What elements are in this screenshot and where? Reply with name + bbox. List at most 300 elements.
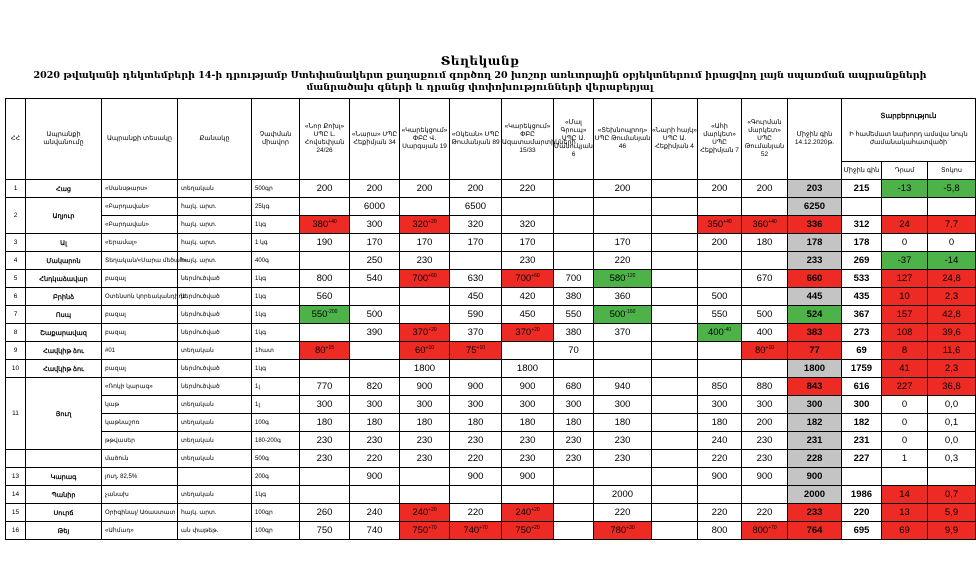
price-cell (350, 450, 400, 468)
product-type: կաթ (102, 396, 178, 414)
diff-dram: 1 (882, 450, 928, 468)
price-value: 360 (752, 219, 769, 231)
price-cell (300, 360, 350, 378)
prev-avg-price: 69 (842, 342, 882, 360)
diff-pct: 0,0 (928, 432, 976, 450)
price-value: 390 (366, 327, 383, 338)
diff-dram: 108 (882, 324, 928, 342)
row-number: 11 (6, 378, 26, 450)
product-unit: 1կգ (252, 324, 300, 342)
price-value: 180 (565, 417, 582, 428)
price-change: +70 (479, 524, 488, 531)
price-value: 550 (311, 309, 328, 321)
price-cell (698, 270, 742, 288)
price-value: 900 (467, 381, 484, 392)
price-cell (554, 324, 594, 342)
price-change: +20 (531, 524, 540, 531)
price-cell (502, 270, 554, 288)
col-header-store-10: «Գուրման մարկետ» ՍՊԸ Թումանյան 52 (742, 99, 788, 180)
diff-pct: -14 (928, 252, 976, 270)
price-cell (652, 378, 698, 396)
price-change: +20 (531, 326, 540, 333)
avg-price: 2000 (788, 486, 842, 504)
price-value: 940 (614, 381, 631, 392)
price-change: +70 (768, 524, 777, 531)
price-value: 350 (707, 219, 724, 231)
price-value: 900 (519, 381, 536, 392)
price-cell (594, 342, 652, 360)
price-value: 300 (316, 399, 333, 410)
price-value: 780 (610, 525, 627, 537)
price-value: 300 (519, 399, 536, 410)
price-change: +70 (428, 524, 437, 531)
price-cell (502, 360, 554, 378)
price-cell (400, 342, 450, 360)
price-cell (742, 324, 788, 342)
table-row (6, 342, 976, 360)
diff-dram: 14 (882, 486, 928, 504)
diff-pct: 7,7 (928, 216, 976, 234)
price-value: 240 (515, 507, 532, 519)
table-row (6, 180, 976, 198)
price-cell (742, 414, 788, 432)
price-cell (502, 252, 554, 270)
product-name (26, 450, 102, 468)
price-value: 170 (519, 237, 536, 248)
product-type: մածուն (102, 450, 178, 468)
product-origin: տեղական (178, 342, 252, 360)
price-cell (594, 360, 652, 378)
price-value: 820 (366, 381, 383, 392)
price-cell (450, 468, 502, 486)
price-value: 900 (366, 471, 383, 482)
price-cell (554, 288, 594, 306)
price-cell (698, 378, 742, 396)
price-cell (502, 198, 554, 216)
price-value: 590 (467, 309, 484, 320)
product-name: Ալ (26, 234, 102, 252)
price-cell (450, 252, 502, 270)
price-change: +15 (325, 344, 335, 351)
product-origin: տեղական (178, 180, 252, 198)
row-number: 6 (6, 288, 26, 306)
price-cell (502, 234, 554, 252)
product-unit: 1հատ (252, 342, 300, 360)
price-value: 300 (756, 399, 773, 410)
price-cell (652, 432, 698, 450)
price-cell (502, 342, 554, 360)
product-name: Ոսպ (26, 306, 102, 324)
price-change: +60 (428, 272, 437, 279)
price-cell (300, 432, 350, 450)
table-row (6, 504, 976, 522)
avg-price: 233 (788, 504, 842, 522)
price-value: 200 (614, 183, 631, 194)
product-origin: հայկ. արտ. (178, 216, 252, 234)
product-type: կաթնաշոռ (102, 414, 178, 432)
price-value: 75 (465, 345, 477, 357)
price-cell (742, 504, 788, 522)
diff-dram: 0 (882, 432, 928, 450)
product-origin: ներմուծված (178, 360, 252, 378)
price-value: 70 (568, 345, 579, 356)
price-cell (502, 450, 554, 468)
row-number: 9 (6, 342, 26, 360)
price-cell (400, 198, 450, 216)
price-value: 300 (711, 399, 728, 410)
product-type: Օտենսոն կորեականդիդէ (102, 288, 178, 306)
price-value: 230 (756, 435, 773, 446)
price-cell (652, 324, 698, 342)
price-cell (652, 288, 698, 306)
price-value: 180 (467, 417, 484, 428)
row-number: 5 (6, 270, 26, 288)
price-change: +10 (425, 344, 435, 351)
prev-avg-price (842, 468, 882, 486)
price-cell (742, 342, 788, 360)
price-value: 200 (316, 183, 333, 194)
price-cell (400, 432, 450, 450)
price-cell (742, 180, 788, 198)
price-value: 180 (756, 237, 773, 248)
price-cell (554, 504, 594, 522)
diff-dram (882, 198, 928, 216)
price-cell (450, 522, 502, 540)
price-cell (698, 486, 742, 504)
table-row (6, 396, 976, 414)
diff-pct: 0,3 (928, 450, 976, 468)
price-cell (300, 198, 350, 216)
product-origin: հայկ. արտ. (178, 234, 252, 252)
price-value: 550 (711, 309, 728, 320)
product-type: չանախ (102, 486, 178, 504)
price-cell (742, 270, 788, 288)
price-change: +10 (476, 344, 486, 351)
diff-dram: 8 (882, 342, 928, 360)
table-row (6, 306, 976, 324)
price-cell (300, 216, 350, 234)
price-value: 1800 (516, 363, 539, 374)
price-cell (652, 414, 698, 432)
price-value: 230 (416, 453, 433, 464)
price-value: 500 (366, 309, 383, 320)
price-cell (652, 180, 698, 198)
price-value: 200 (711, 183, 728, 194)
price-cell (450, 414, 502, 432)
price-cell (698, 396, 742, 414)
price-value: 60 (414, 345, 426, 357)
product-type: բազալ (102, 360, 178, 378)
price-cell (300, 450, 350, 468)
avg-price: 764 (788, 522, 842, 540)
product-unit: 400գ (252, 252, 300, 270)
price-cell (652, 270, 698, 288)
price-value: 170 (467, 237, 484, 248)
table-row (6, 450, 976, 468)
price-change: +20 (428, 218, 437, 225)
price-cell (350, 180, 400, 198)
price-cell (554, 180, 594, 198)
diff-pct: 9,9 (928, 522, 976, 540)
price-value: 230 (614, 435, 631, 446)
product-origin: տեղական (178, 414, 252, 432)
price-cell (300, 486, 350, 504)
product-unit: 500գ (252, 450, 300, 468)
price-cell (652, 486, 698, 504)
price-value: 750 (515, 525, 532, 537)
price-value: 220 (711, 453, 728, 464)
diff-dram: 13 (882, 504, 928, 522)
table-row (6, 522, 976, 540)
prev-avg-price: 616 (842, 378, 882, 396)
price-cell (698, 288, 742, 306)
price-cell (594, 288, 652, 306)
price-value: 6500 (464, 201, 487, 212)
price-value: 180 (366, 417, 383, 428)
avg-price: 77 (788, 342, 842, 360)
row-number: 7 (6, 306, 26, 324)
price-cell (350, 234, 400, 252)
price-cell (554, 360, 594, 378)
product-origin: տեղական (178, 396, 252, 414)
row-number: 10 (6, 360, 26, 378)
price-value: 230 (519, 435, 536, 446)
diff-pct: 24,8 (928, 270, 976, 288)
price-cell (698, 414, 742, 432)
price-value: 1800 (413, 363, 436, 374)
avg-price: 233 (788, 252, 842, 270)
price-cell (400, 288, 450, 306)
price-value: 750 (412, 525, 429, 537)
price-cell (742, 288, 788, 306)
row-number: 15 (6, 504, 26, 522)
prev-avg-price: 227 (842, 450, 882, 468)
price-change: -200 (327, 308, 338, 315)
price-value: 200 (366, 183, 383, 194)
diff-pct: 0,7 (928, 486, 976, 504)
price-cell (652, 360, 698, 378)
col-header-dram: Դրամ (882, 162, 928, 180)
col-header-avg: Միջին գին 14.12.2020թ. (788, 99, 842, 180)
price-cell (652, 306, 698, 324)
price-cell (350, 486, 400, 504)
price-cell (554, 450, 594, 468)
price-cell (450, 486, 502, 504)
price-cell (400, 180, 450, 198)
price-cell (742, 252, 788, 270)
product-type: «Երամալ» (102, 234, 178, 252)
price-value: 220 (711, 507, 728, 518)
table-body (6, 180, 976, 540)
prev-avg-price: 367 (842, 306, 882, 324)
avg-price: 660 (788, 270, 842, 288)
price-cell (350, 378, 400, 396)
price-cell (350, 216, 400, 234)
product-origin: տեղական (178, 486, 252, 504)
price-change: +40 (768, 218, 777, 225)
col-header-store-5: «Կարեկցում» ՓԲԸ Ազատամարտիկների 15/33 (502, 99, 554, 180)
price-value: 380 (565, 291, 582, 302)
price-value: 550 (565, 309, 582, 320)
price-value: 450 (467, 291, 484, 302)
product-type: թթվասեր (102, 432, 178, 450)
price-cell (742, 450, 788, 468)
price-value: 670 (756, 273, 773, 284)
avg-price: 203 (788, 180, 842, 198)
avg-price: 178 (788, 234, 842, 252)
price-cell (300, 234, 350, 252)
product-unit: 100գ (252, 414, 300, 432)
price-value: 370 (515, 327, 532, 339)
price-cell (652, 450, 698, 468)
product-unit: 500գր (252, 180, 300, 198)
price-cell (300, 270, 350, 288)
col-header-store-8: «Նարի հայկ» ՍՊԸ Ա. Հեքիմյան 4 (652, 99, 698, 180)
product-type: յուղ. 82,5% (102, 468, 178, 486)
row-number (6, 450, 26, 468)
diff-pct: 5,9 (928, 504, 976, 522)
prev-avg-price: 695 (842, 522, 882, 540)
product-unit: 1կգ (252, 216, 300, 234)
product-unit: 1կգ (252, 288, 300, 306)
price-value: 400 (707, 327, 724, 339)
price-cell (300, 378, 350, 396)
price-cell (502, 378, 554, 396)
diff-pct: 11,6 (928, 342, 976, 360)
price-value: 560 (316, 291, 333, 302)
diff-dram: 227 (882, 378, 928, 396)
price-value: 190 (316, 237, 333, 248)
col-header-type: Ապրանքի տեսակը (102, 99, 178, 180)
price-value: 770 (316, 381, 333, 392)
price-cell (502, 504, 554, 522)
diff-pct: -5,8 (928, 180, 976, 198)
price-cell (594, 270, 652, 288)
price-cell (652, 198, 698, 216)
price-cell (594, 252, 652, 270)
price-cell (400, 324, 450, 342)
product-unit: 1լ (252, 378, 300, 396)
price-cell (502, 180, 554, 198)
price-cell (502, 486, 554, 504)
price-value: 370 (412, 327, 429, 339)
price-cell (594, 486, 652, 504)
price-cell (350, 198, 400, 216)
diff-dram: -13 (882, 180, 928, 198)
price-cell (502, 468, 554, 486)
price-cell (300, 342, 350, 360)
product-name: Բրինձ (26, 288, 102, 306)
price-cell (400, 270, 450, 288)
avg-price: 6250 (788, 198, 842, 216)
price-cell (502, 306, 554, 324)
product-unit: 1լ (252, 396, 300, 414)
price-cell (350, 270, 400, 288)
price-value: 800 (752, 525, 769, 537)
price-value: 180 (416, 417, 433, 428)
price-cell (350, 396, 400, 414)
product-name: Սուրճ (26, 504, 102, 522)
price-cell (554, 378, 594, 396)
price-value: 230 (614, 453, 631, 464)
prev-avg-price (842, 198, 882, 216)
table-row (6, 252, 976, 270)
price-value: 170 (366, 237, 383, 248)
price-cell (300, 468, 350, 486)
price-value: 230 (316, 453, 333, 464)
price-value: 200 (711, 237, 728, 248)
prev-avg-price: 231 (842, 432, 882, 450)
price-change: +40 (328, 218, 337, 225)
price-cell (652, 234, 698, 252)
row-number: 14 (6, 486, 26, 504)
product-name: Հնդկաձավար (26, 270, 102, 288)
diff-dram: -37 (882, 252, 928, 270)
price-cell (554, 216, 594, 234)
price-change: +60 (531, 272, 540, 279)
price-cell (742, 306, 788, 324)
price-cell (554, 486, 594, 504)
price-cell (594, 522, 652, 540)
price-cell (698, 198, 742, 216)
price-value: 800 (316, 273, 333, 284)
price-cell (698, 468, 742, 486)
price-value: 230 (565, 453, 582, 464)
price-cell (502, 216, 554, 234)
price-cell (698, 450, 742, 468)
product-name: Կարագ (26, 468, 102, 486)
price-value: 240 (412, 507, 429, 519)
price-change: +20 (531, 506, 540, 513)
prev-avg-price: 273 (842, 324, 882, 342)
price-value: 300 (366, 399, 383, 410)
prev-avg-price: 182 (842, 414, 882, 432)
diff-dram: 0 (882, 414, 928, 432)
diff-dram: 69 (882, 522, 928, 540)
price-value: 220 (614, 507, 631, 518)
price-cell (300, 504, 350, 522)
price-value: 180 (614, 417, 631, 428)
price-cell (742, 360, 788, 378)
price-value: 450 (519, 309, 536, 320)
col-header-prev-avg: Միջին գին (842, 162, 882, 180)
price-cell (502, 324, 554, 342)
price-value: 230 (316, 435, 333, 446)
price-cell (652, 216, 698, 234)
header-row (6, 99, 976, 162)
price-value: 750 (316, 525, 333, 536)
product-type: «Սանսթարս» (102, 180, 178, 198)
price-value: 900 (416, 381, 433, 392)
price-cell (594, 414, 652, 432)
avg-price: 336 (788, 216, 842, 234)
price-cell (350, 414, 400, 432)
price-cell (594, 432, 652, 450)
price-value: 230 (756, 453, 773, 464)
price-cell (300, 414, 350, 432)
price-value: 420 (519, 291, 536, 302)
table-row (6, 486, 976, 504)
product-origin: ներմուծված (178, 306, 252, 324)
price-value: 260 (316, 507, 333, 518)
col-header-store-7: «Տեխնոպրոդ» ՍՊԸ Թումանյան 46 (594, 99, 652, 180)
price-value: 250 (366, 255, 383, 266)
price-value: 320 (412, 219, 429, 231)
price-value: 200 (756, 183, 773, 194)
price-cell (450, 432, 502, 450)
price-cell (350, 504, 400, 522)
prev-avg-price: 435 (842, 288, 882, 306)
